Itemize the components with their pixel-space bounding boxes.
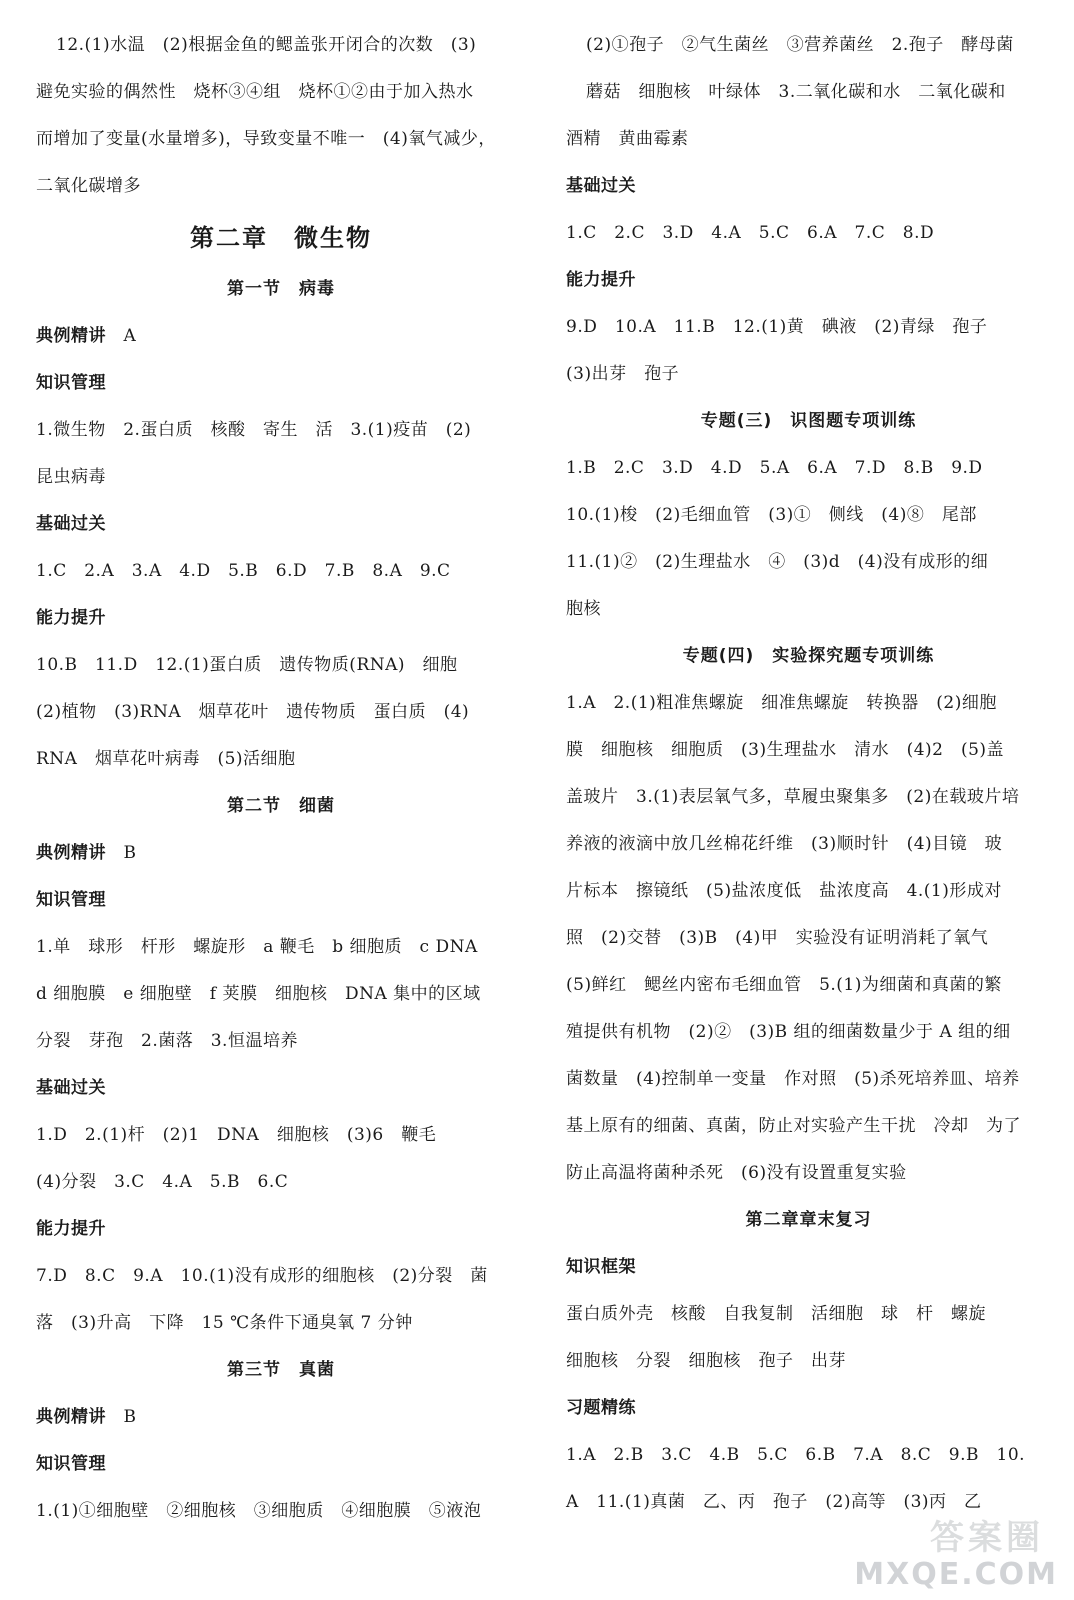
answer-line: 1.B 2.C 3.D 4.D 5.A 6.A 7.D 8.B 9.D [566, 458, 983, 478]
answer-line: (3)出芽 孢子 [566, 364, 680, 384]
answer-line: 1.A 2.(1)粗准焦螺旋 细准焦螺旋 转换器 (2)细胞 [566, 693, 997, 713]
subsection-label: 习题精练 [566, 1398, 636, 1418]
answer-line: 11.(1)② (2)生理盐水 ④ (3)d (4)没有成形的细 [566, 552, 989, 572]
subsection-label: 基础过关 [36, 1078, 106, 1098]
answer-line: A 11.(1)真菌 乙、丙 孢子 (2)高等 (3)丙 乙 [566, 1492, 982, 1512]
answer-line: 落 (3)升高 下降 15 ℃条件下通臭氧 7 分钟 [36, 1313, 413, 1333]
section-heading: 专题(四) 实验探究题专项训练 [682, 646, 935, 666]
answer-line: (2)植物 (3)RNA 烟草花叶 遗传物质 蛋白质 (4) [36, 702, 470, 722]
subsection-label: 知识管理 [36, 373, 106, 393]
answer-line: 胞核 [566, 599, 601, 619]
left-column [36, 22, 526, 1535]
answer-line: 1.D 2.(1)杆 (2)1 DNA 细胞核 (3)6 鞭毛 [36, 1125, 437, 1145]
answer-line: 照 (2)交替 (3)B (4)甲 实验没有证明消耗了氧气 [566, 928, 989, 948]
subsection-label: 知识管理 [36, 1454, 106, 1474]
section-heading: 专题(三) 识图题专项训练 [700, 411, 917, 431]
answer-line: 酒精 黄曲霉素 [566, 129, 689, 149]
watermark-top-text: 答案圈 [930, 1518, 1044, 1558]
answer-label: 典例精讲 [36, 326, 106, 346]
answer-line: 蛋白质外壳 核酸 自我复制 活细胞 球 杆 螺旋 [566, 1304, 986, 1324]
answer-line: 分裂 芽孢 2.菌落 3.恒温培养 [36, 1031, 298, 1051]
answer-line: 1.C 2.C 3.D 4.A 5.C 6.A 7.C 8.D [566, 223, 935, 243]
section-heading: 第一节 病毒 [227, 279, 335, 299]
labeled-answer-line [36, 1394, 526, 1441]
answer-line: (5)鲜红 鳃丝内密布毛细血管 5.(1)为细菌和真菌的繁 [566, 975, 1002, 995]
answer-value: B [106, 843, 137, 863]
subsection-label: 基础过关 [36, 514, 106, 534]
answer-line: 细胞核 分裂 细胞核 孢子 出芽 [566, 1351, 846, 1371]
subsection-label: 知识管理 [36, 890, 106, 910]
answer-line: 基上原有的细菌、真菌，防止对实验产生干扰 冷却 为了 [566, 1116, 1021, 1136]
answer-line: RNA 烟草花叶病毒 (5)活细胞 [36, 749, 296, 769]
answer-line: 而增加了变量(水量增多)，导致变量不唯一 (4)氧气减少， [36, 129, 496, 149]
right-column [566, 22, 1051, 1526]
labeled-answer-line [36, 830, 526, 877]
answer-line: 9.D 10.A 11.B 12.(1)黄 碘液 (2)青绿 孢子 [566, 317, 988, 337]
answer-line: 殖提供有机物 (2)② (3)B 组的细菌数量少于 A 组的细 [566, 1022, 1011, 1042]
answer-line: 防止高温将菌种杀死 (6)没有设置重复实验 [566, 1163, 907, 1183]
answer-line: 昆虫病毒 [36, 467, 106, 487]
answer-value: A [106, 326, 137, 346]
answer-line: 盖玻片 3.(1)表层氧气多，草履虫聚集多 (2)在载玻片培 [566, 787, 1020, 807]
watermark-bottom-text: MXQE.COM [854, 1557, 1058, 1592]
answer-line: 12.(1)水温 (2)根据金鱼的鳃盖张开闭合的次数 (3) [56, 35, 477, 55]
answer-line: 二氧化碳增多 [36, 176, 141, 196]
answer-line: 1.单 球形 杆形 螺旋形 a 鞭毛 b 细胞质 c DNA [36, 937, 478, 957]
labeled-answer-line [36, 313, 526, 360]
answer-line: 避免实验的偶然性 烧杯③④组 烧杯①②由于加入热水 [36, 82, 474, 102]
answer-line: 养液的液滴中放几丝棉花纤维 (3)顺时针 (4)目镜 玻 [566, 834, 1003, 854]
section-heading: 第二节 细菌 [227, 796, 335, 816]
answer-line: 1.C 2.A 3.A 4.D 5.B 6.D 7.B 8.A 9.C [36, 561, 451, 581]
answer-line: 蘑菇 细胞核 叶绿体 3.二氧化碳和水 二氧化碳和 [586, 82, 1006, 102]
answer-value: B [106, 1407, 137, 1427]
answer-line: 1.(1)①细胞壁 ②细胞核 ③细胞质 ④细胞膜 ⑤液泡 [36, 1501, 482, 1521]
answer-label: 典例精讲 [36, 843, 106, 863]
answer-line: 7.D 8.C 9.A 10.(1)没有成形的细胞核 (2)分裂 菌 [36, 1266, 488, 1286]
answer-line: 膜 细胞核 细胞质 (3)生理盐水 清水 (4)2 (5)盖 [566, 740, 1005, 760]
answer-line: (2)①孢子 ②气生菌丝 ③营养菌丝 2.孢子 酵母菌 [586, 35, 1014, 55]
section-heading: 第三节 真菌 [227, 1360, 335, 1380]
subsection-label: 基础过关 [566, 176, 636, 196]
answer-line: 菌数量 (4)控制单一变量 作对照 (5)杀死培养皿、培养 [566, 1069, 1020, 1089]
answer-line: 10.(1)梭 (2)毛细血管 (3)① 侧线 (4)⑧ 尾部 [566, 505, 977, 525]
subsection-label: 能力提升 [36, 608, 106, 628]
subsection-label: 能力提升 [566, 270, 636, 290]
answer-line: 片标本 擦镜纸 (5)盐浓度低 盐浓度高 4.(1)形成对 [566, 881, 1002, 901]
subsection-label: 能力提升 [36, 1219, 106, 1239]
answer-line: 1.微生物 2.蛋白质 核酸 寄生 活 3.(1)疫苗 (2) [36, 420, 472, 440]
answer-line: 1.A 2.B 3.C 4.B 5.C 6.B 7.A 8.C 9.B 10. [566, 1445, 1026, 1465]
answer-line: 10.B 11.D 12.(1)蛋白质 遗传物质(RNA) 细胞 [36, 655, 458, 675]
section-heading: 第二章章末复习 [745, 1210, 872, 1230]
answer-line: d 细胞膜 e 细胞壁 f 荚膜 细胞核 DNA 集中的区域 [36, 984, 481, 1004]
chapter-heading: 第二章 微生物 [190, 224, 372, 252]
watermark-logo [854, 1510, 1064, 1596]
subsection-label: 知识框架 [566, 1257, 636, 1277]
answer-label: 典例精讲 [36, 1407, 106, 1427]
answer-line: (4)分裂 3.C 4.A 5.B 6.C [36, 1172, 289, 1192]
